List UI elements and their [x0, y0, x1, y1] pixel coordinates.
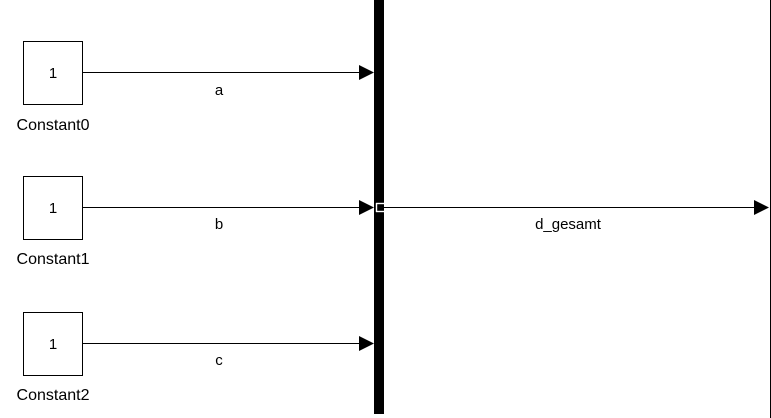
signal-b-label[interactable]: b [214, 216, 224, 233]
constant0-value: 1 [48, 65, 58, 82]
constant2-block[interactable] [24, 313, 83, 376]
constant0-block[interactable] [24, 42, 83, 105]
constant2-label[interactable]: Constant2 [16, 387, 90, 404]
signal-d-gesamt[interactable] [384, 200, 769, 215]
constant0-label[interactable]: Constant0 [16, 117, 90, 134]
signal-a-arrowhead [359, 65, 374, 80]
constant2-value: 1 [48, 336, 58, 353]
signal-b[interactable] [83, 200, 374, 215]
mux-block[interactable] [374, 0, 384, 414]
signal-d-gesamt-arrowhead [754, 200, 769, 215]
signal-c-label[interactable]: c [215, 352, 223, 369]
signal-c-arrowhead [359, 336, 374, 351]
constant1-label[interactable]: Constant1 [16, 251, 90, 268]
mux-bar[interactable] [374, 0, 384, 414]
signal-d-gesamt-label[interactable]: d_gesamt [535, 216, 601, 233]
signal-a-label[interactable]: a [214, 82, 224, 99]
constant1-block[interactable] [24, 177, 83, 240]
signal-a[interactable] [83, 65, 374, 80]
constant1-value: 1 [48, 200, 58, 217]
signal-c[interactable] [83, 336, 374, 351]
signal-b-arrowhead [359, 200, 374, 215]
